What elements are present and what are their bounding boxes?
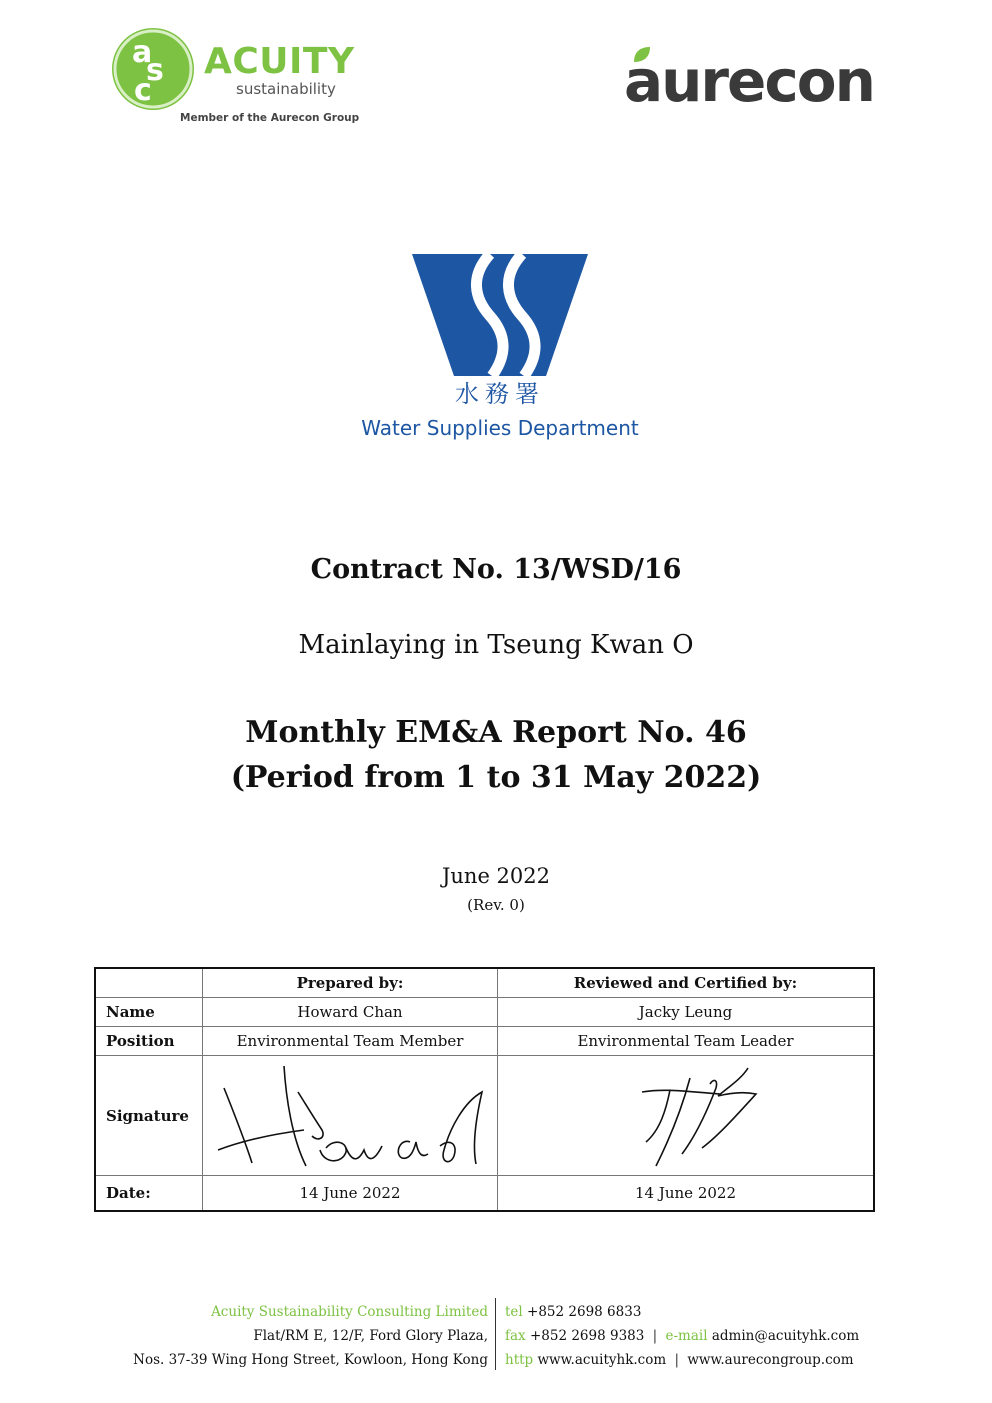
footer-divider: [495, 1298, 496, 1370]
report-revision: (Rev. 0): [467, 896, 525, 914]
table-row-signature: [95, 1056, 874, 1176]
reviewed-by-header: Reviewed and Certified by:: [498, 968, 875, 998]
footer-separator: |: [652, 1328, 658, 1344]
date-label: Date:: [95, 1176, 203, 1211]
preparer-signature: [203, 1056, 498, 1176]
tel-number: +852 2698 6833: [527, 1304, 642, 1320]
wsd-chinese-name: 水務署: [455, 380, 545, 408]
table-row-name: [95, 998, 874, 1027]
aurecon-logo: [624, 44, 894, 114]
acuity-member-note: Member of the Aurecon Group: [180, 112, 360, 124]
wsd-emblem-icon: [412, 254, 588, 376]
footer-web-line: [505, 1348, 859, 1372]
footer-tel-line: [505, 1300, 859, 1324]
footer-company-name: Acuity Sustainability Consulting Limited: [211, 1304, 488, 1320]
table-row-date: [95, 1176, 874, 1211]
email-label: e-mail: [665, 1328, 708, 1344]
table-header-row: [95, 968, 874, 998]
reviewer-signature: [498, 1056, 875, 1176]
report-title-line1: Monthly EM&A Report No. 46: [245, 715, 747, 750]
footer-separator: |: [674, 1352, 680, 1368]
preparer-signature-image: [214, 1058, 486, 1170]
acuity-logo: [112, 28, 362, 128]
footer-address-line1: Flat/RM E, 12/F, Ford Glory Plaza,: [253, 1328, 488, 1344]
acuity-logo-tagline: sustainability: [236, 80, 336, 98]
http-label: http: [505, 1352, 534, 1368]
svg-text:c: c: [134, 73, 152, 108]
report-title: [0, 710, 992, 800]
wsd-logo: [360, 254, 640, 450]
preparer-date: 14 June 2022: [203, 1176, 498, 1211]
acuity-logo-name: ACUITY: [204, 41, 355, 82]
tel-label: tel: [505, 1304, 523, 1320]
contract-number: Contract No. 13/WSD/16: [310, 554, 682, 585]
approval-table: [94, 967, 875, 1212]
report-title-line2: (Period from 1 to 31 May 2022): [230, 760, 762, 795]
preparer-position: Environmental Team Member: [203, 1027, 498, 1056]
prepared-by-header: Prepared by:: [203, 968, 498, 998]
fax-number: +852 2698 9383: [529, 1328, 645, 1344]
footer-fax-line: [505, 1324, 859, 1348]
footer-address: [100, 1300, 488, 1372]
aurecon-website-link[interactable]: www.aurecongroup.com: [687, 1352, 854, 1368]
preparer-name: Howard Chan: [203, 998, 498, 1027]
report-date: June 2022: [441, 864, 550, 888]
acuity-website-link[interactable]: www.acuityhk.com: [537, 1352, 667, 1368]
signature-label: Signature: [95, 1056, 203, 1176]
position-label: Position: [95, 1027, 203, 1056]
fax-label: fax: [505, 1328, 526, 1344]
table-row-position: [95, 1027, 874, 1056]
svg-text:s: s: [146, 53, 164, 88]
project-name: Mainlaying in Tseung Kwan O: [298, 630, 694, 660]
wsd-english-name: Water Supplies Department: [361, 416, 639, 440]
reviewer-position: Environmental Team Leader: [498, 1027, 875, 1056]
email-link[interactable]: admin@acuityhk.com: [711, 1328, 860, 1344]
reviewer-name: Jacky Leung: [498, 998, 875, 1027]
aurecon-logo-name: aurecon: [624, 47, 874, 115]
reviewer-signature-image: [586, 1058, 786, 1170]
footer-address-line2: Nos. 37-39 Wing Hong Street, Kowloon, Hong Kong: [133, 1352, 488, 1368]
name-label: Name: [95, 998, 203, 1027]
table-corner-cell: [95, 968, 203, 998]
reviewer-date: 14 June 2022: [498, 1176, 875, 1211]
acuity-logo-mark: [112, 28, 194, 110]
footer-contacts: [505, 1300, 859, 1372]
svg-text:a: a: [132, 35, 153, 70]
